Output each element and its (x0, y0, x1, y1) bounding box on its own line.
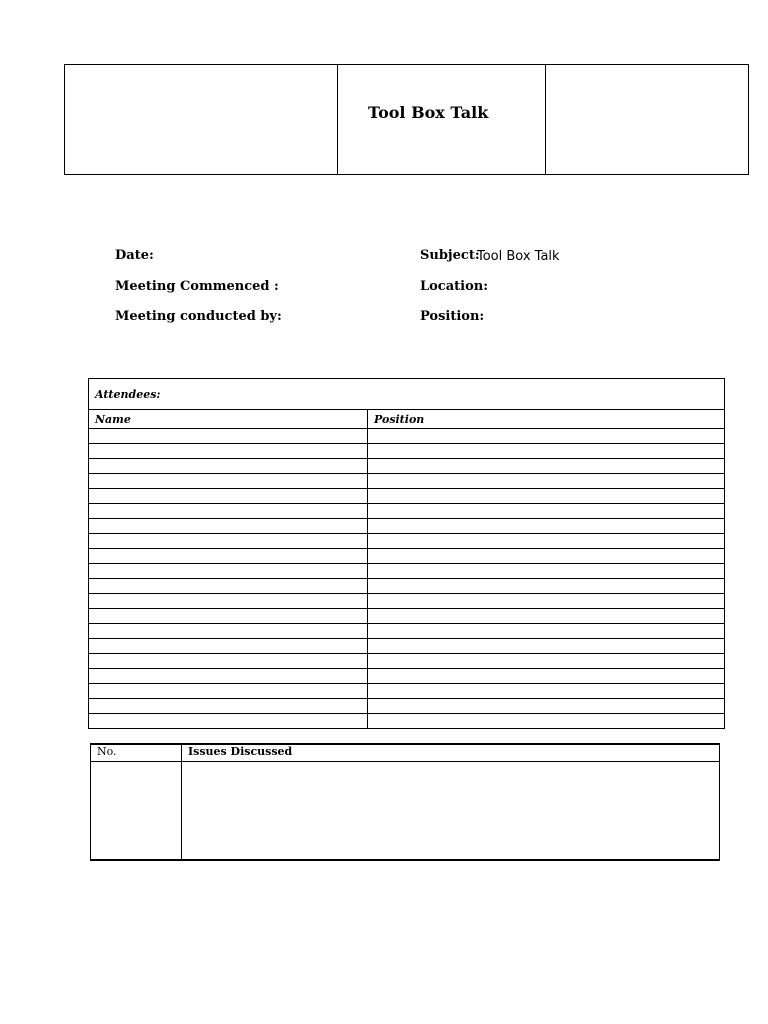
attendee-position-cell[interactable] (368, 489, 725, 504)
attendee-position-cell[interactable] (368, 579, 725, 594)
attendee-name-cell[interactable] (89, 609, 368, 624)
header-logo-cell (65, 65, 338, 174)
document-header (64, 64, 749, 175)
attendee-name-cell[interactable] (89, 564, 368, 579)
location-label: Location: (420, 279, 489, 294)
table-row (89, 714, 725, 729)
attendee-name-cell[interactable] (89, 579, 368, 594)
table-row (89, 429, 725, 444)
column-header-name: Name (89, 410, 368, 429)
column-header-issues-discussed: Issues Discussed (182, 744, 720, 761)
attendee-name-cell[interactable] (89, 489, 368, 504)
attendee-name-cell[interactable] (89, 459, 368, 474)
attendee-name-cell[interactable] (89, 549, 368, 564)
attendee-name-cell[interactable] (89, 594, 368, 609)
attendees-caption: Attendees: (89, 379, 725, 410)
table-row (89, 489, 725, 504)
table-row (89, 624, 725, 639)
attendee-position-cell[interactable] (368, 534, 725, 549)
attendee-name-cell[interactable] (89, 534, 368, 549)
attendee-position-cell[interactable] (368, 459, 725, 474)
attendee-name-cell[interactable] (89, 699, 368, 714)
attendee-position-cell[interactable] (368, 639, 725, 654)
table-row (89, 669, 725, 684)
attendee-name-cell[interactable] (89, 519, 368, 534)
table-row (89, 474, 725, 489)
attendee-position-cell[interactable] (368, 594, 725, 609)
header-right-cell (546, 65, 748, 174)
attendee-name-cell[interactable] (89, 429, 368, 444)
attendee-name-cell[interactable] (89, 639, 368, 654)
attendee-position-cell[interactable] (368, 444, 725, 459)
attendee-position-cell[interactable] (368, 564, 725, 579)
document-title: Tool Box Talk (368, 103, 489, 122)
issue-description-cell[interactable] (182, 761, 720, 860)
meeting-conducted-by-label: Meeting conducted by: (115, 309, 282, 324)
table-row (89, 579, 725, 594)
table-row (89, 684, 725, 699)
attendee-name-cell[interactable] (89, 444, 368, 459)
issue-number-cell[interactable] (91, 761, 182, 860)
position-label: Position: (420, 309, 485, 324)
subject-label: Subject: (420, 248, 480, 263)
header-title-cell (338, 65, 546, 174)
table-row (89, 459, 725, 474)
attendees-table (88, 378, 725, 729)
table-row (89, 534, 725, 549)
column-header-no: No. (91, 744, 182, 761)
table-row (89, 699, 725, 714)
table-row (89, 519, 725, 534)
subject-value: Tool Box Talk (477, 249, 560, 264)
attendee-name-cell[interactable] (89, 474, 368, 489)
attendee-position-cell[interactable] (368, 474, 725, 489)
attendee-name-cell[interactable] (89, 684, 368, 699)
table-row (89, 444, 725, 459)
date-label: Date: (115, 248, 154, 263)
attendee-position-cell[interactable] (368, 699, 725, 714)
attendee-position-cell[interactable] (368, 669, 725, 684)
attendee-name-cell[interactable] (89, 504, 368, 519)
meeting-commenced-label: Meeting Commenced : (115, 279, 279, 294)
attendee-position-cell[interactable] (368, 519, 725, 534)
attendee-name-cell[interactable] (89, 624, 368, 639)
attendee-position-cell[interactable] (368, 549, 725, 564)
table-row (89, 564, 725, 579)
attendee-position-cell[interactable] (368, 504, 725, 519)
attendee-position-cell[interactable] (368, 429, 725, 444)
attendee-name-cell[interactable] (89, 669, 368, 684)
column-header-position: Position (368, 410, 725, 429)
attendee-position-cell[interactable] (368, 654, 725, 669)
attendee-name-cell[interactable] (89, 714, 368, 729)
table-row (89, 594, 725, 609)
table-row (89, 654, 725, 669)
table-row (89, 609, 725, 624)
attendee-name-cell[interactable] (89, 654, 368, 669)
attendee-position-cell[interactable] (368, 624, 725, 639)
issues-table (90, 743, 720, 861)
attendee-position-cell[interactable] (368, 609, 725, 624)
table-row (89, 504, 725, 519)
attendee-position-cell[interactable] (368, 714, 725, 729)
table-row (89, 549, 725, 564)
attendee-position-cell[interactable] (368, 684, 725, 699)
table-row (89, 639, 725, 654)
